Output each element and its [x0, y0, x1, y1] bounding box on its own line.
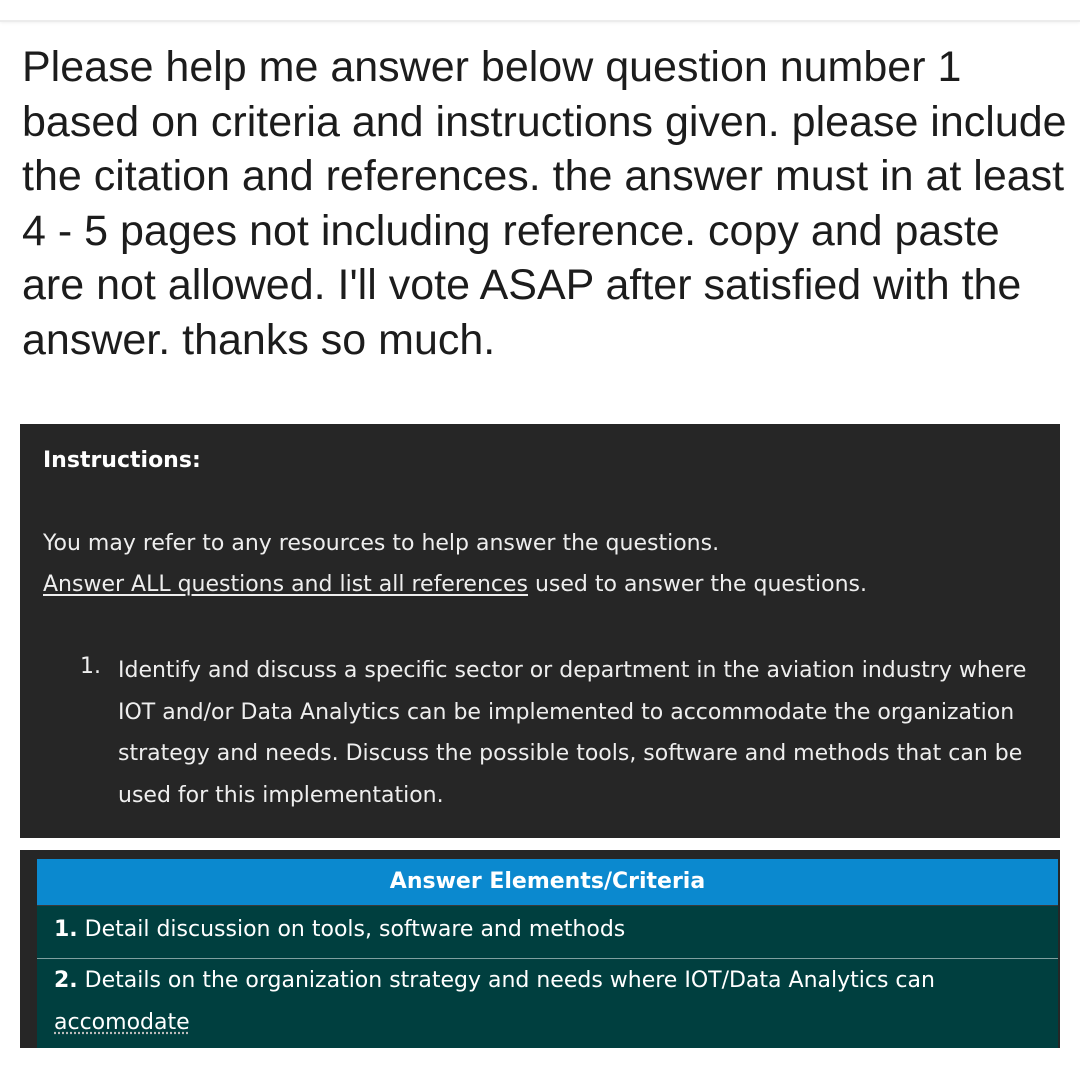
instructions-line-1: You may refer to any resources to help answer the questions.: [43, 531, 720, 556]
criteria-item-1-number: 1.: [54, 917, 78, 942]
criteria-item-1-text: Detail discussion on tools, software and methods: [77, 917, 626, 942]
instructions-line-2: [43, 572, 867, 597]
question-1-number: 1.: [80, 654, 101, 679]
criteria-item-1: [54, 917, 625, 942]
criteria-header: Answer Elements/Criteria: [37, 859, 1058, 906]
question-text: Please help me answer below question number 1 based on criteria and instructions given. please include the citation and references. the answer must in at least 4 - 5 pages not including reference. copy and paste are not allowed. I'll vote ASAP after satisfied with the answer. thanks so much.: [22, 43, 1067, 364]
instructions-line-2-rest: used to answer the questions.: [527, 572, 868, 597]
criteria-body: [37, 906, 1058, 1048]
criteria-item-2-number: 2.: [54, 968, 78, 993]
criteria-item-2-last-word: accomodate: [54, 1010, 190, 1035]
instructions-heading: Instructions:: [43, 448, 201, 473]
question-1-text: Identify and discuss a specific sector or department in the aviation industry where IOT and/or Data Analytics can be implemented to accommodate the organization strategy and needs. Discuss the possible tools, software and methods that can be used for this implementation.: [118, 658, 1027, 808]
criteria-item-2: [54, 960, 1044, 1044]
instructions-underlined-text: Answer ALL questions and list all references: [43, 572, 528, 597]
instructions-panel: [20, 424, 1060, 838]
top-divider: [0, 0, 1080, 22]
criteria-divider: [37, 958, 1058, 959]
criteria-item-2-text: Details on the organization strategy and needs where IOT/Data Analytics can: [77, 968, 935, 993]
criteria-table: [20, 850, 1060, 1048]
